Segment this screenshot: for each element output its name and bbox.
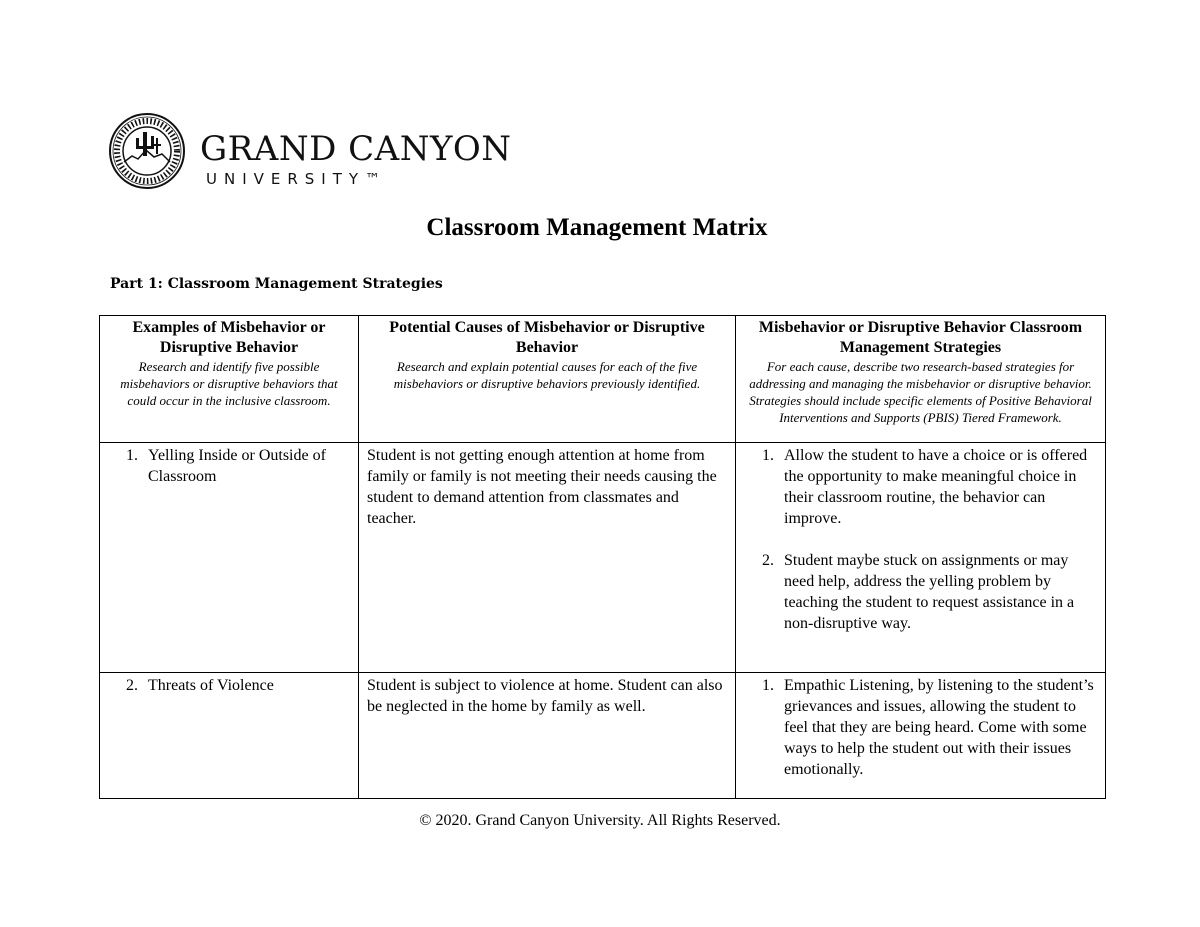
header-cell-strategies xyxy=(736,316,1106,443)
cause-text: Student is subject to violence at home. Student can also be neglected in the home by family as well. xyxy=(367,677,723,715)
strategy-text: Student maybe stuck on assignments or may need help, address the yelling problem by teaching the student to request assistance in a non-disruptive way. xyxy=(784,552,1075,632)
header-description: Research and explain potential causes for each of the five misbehaviors or disruptive behaviors previously identified. xyxy=(393,359,701,391)
header-description: For each cause, describe two research-based strategies for addressing and managing the misbehavior or disruptive behavior. Strategies should include specific elements of Positive Behavioral Interventions and Supports (PBIS) Tiered Framework. xyxy=(749,359,1092,425)
header-title: Misbehavior or Disruptive Behavior Classroom Management Strategies xyxy=(758,319,1083,356)
header-cell-causes xyxy=(359,316,736,443)
table-row xyxy=(100,443,1106,673)
document-title: Classroom Management Matrix xyxy=(426,214,768,241)
university-seal-icon xyxy=(108,110,190,192)
strategy-text: Allow the student to have a choice or is offered the opportunity to make meaningful choice in their classroom routine, the behavior can improve. xyxy=(784,447,1088,527)
part-heading: Part 1: Classroom Management Strategies xyxy=(110,276,443,292)
behavior-text: Threats of Violence xyxy=(148,677,274,694)
table-row xyxy=(100,673,1106,799)
strategy-number: 1. xyxy=(762,447,774,464)
cause-text: Student is not getting enough attention at home from family or family is not meeting their needs causing the student to demand attention from classmates and teacher. xyxy=(367,447,717,527)
strategies-cell xyxy=(736,673,1106,799)
behavior-text: Yelling Inside or Outside of Classroom xyxy=(148,447,326,485)
strategy-number: 2. xyxy=(762,552,774,569)
header-row xyxy=(100,316,1106,443)
copyright-footer: © 2020. Grand Canyon University. All Rights Reserved. xyxy=(419,812,781,829)
strategy-text: Empathic Listening, by listening to the student’s grievances and issues, allowing the student to feel that they are being heard. Come with some ways to help the student out with their issues emotionally. xyxy=(784,677,1094,778)
item-number: 1. xyxy=(126,447,138,464)
logo-wordmark: GRAND CANYON xyxy=(200,129,512,169)
cause-cell xyxy=(359,673,736,799)
classroom-management-matrix xyxy=(99,315,1106,799)
logo-subwordmark: UNIVERSITY™ xyxy=(206,170,388,188)
item-number: 2. xyxy=(126,677,138,694)
header-title: Examples of Misbehavior or Disruptive Behavior xyxy=(132,319,326,356)
header-description: Research and identify five possible misbehaviors or disruptive behaviors that could occur in the inclusive classroom. xyxy=(120,359,338,408)
header-title: Potential Causes of Misbehavior or Disruptive Behavior xyxy=(389,319,705,356)
behavior-cell xyxy=(100,443,359,673)
behavior-cell xyxy=(100,673,359,799)
header-cell-behavior xyxy=(100,316,359,443)
university-logo xyxy=(108,110,512,192)
strategy-number: 1. xyxy=(762,677,774,694)
cause-cell xyxy=(359,443,736,673)
strategies-cell xyxy=(736,443,1106,673)
